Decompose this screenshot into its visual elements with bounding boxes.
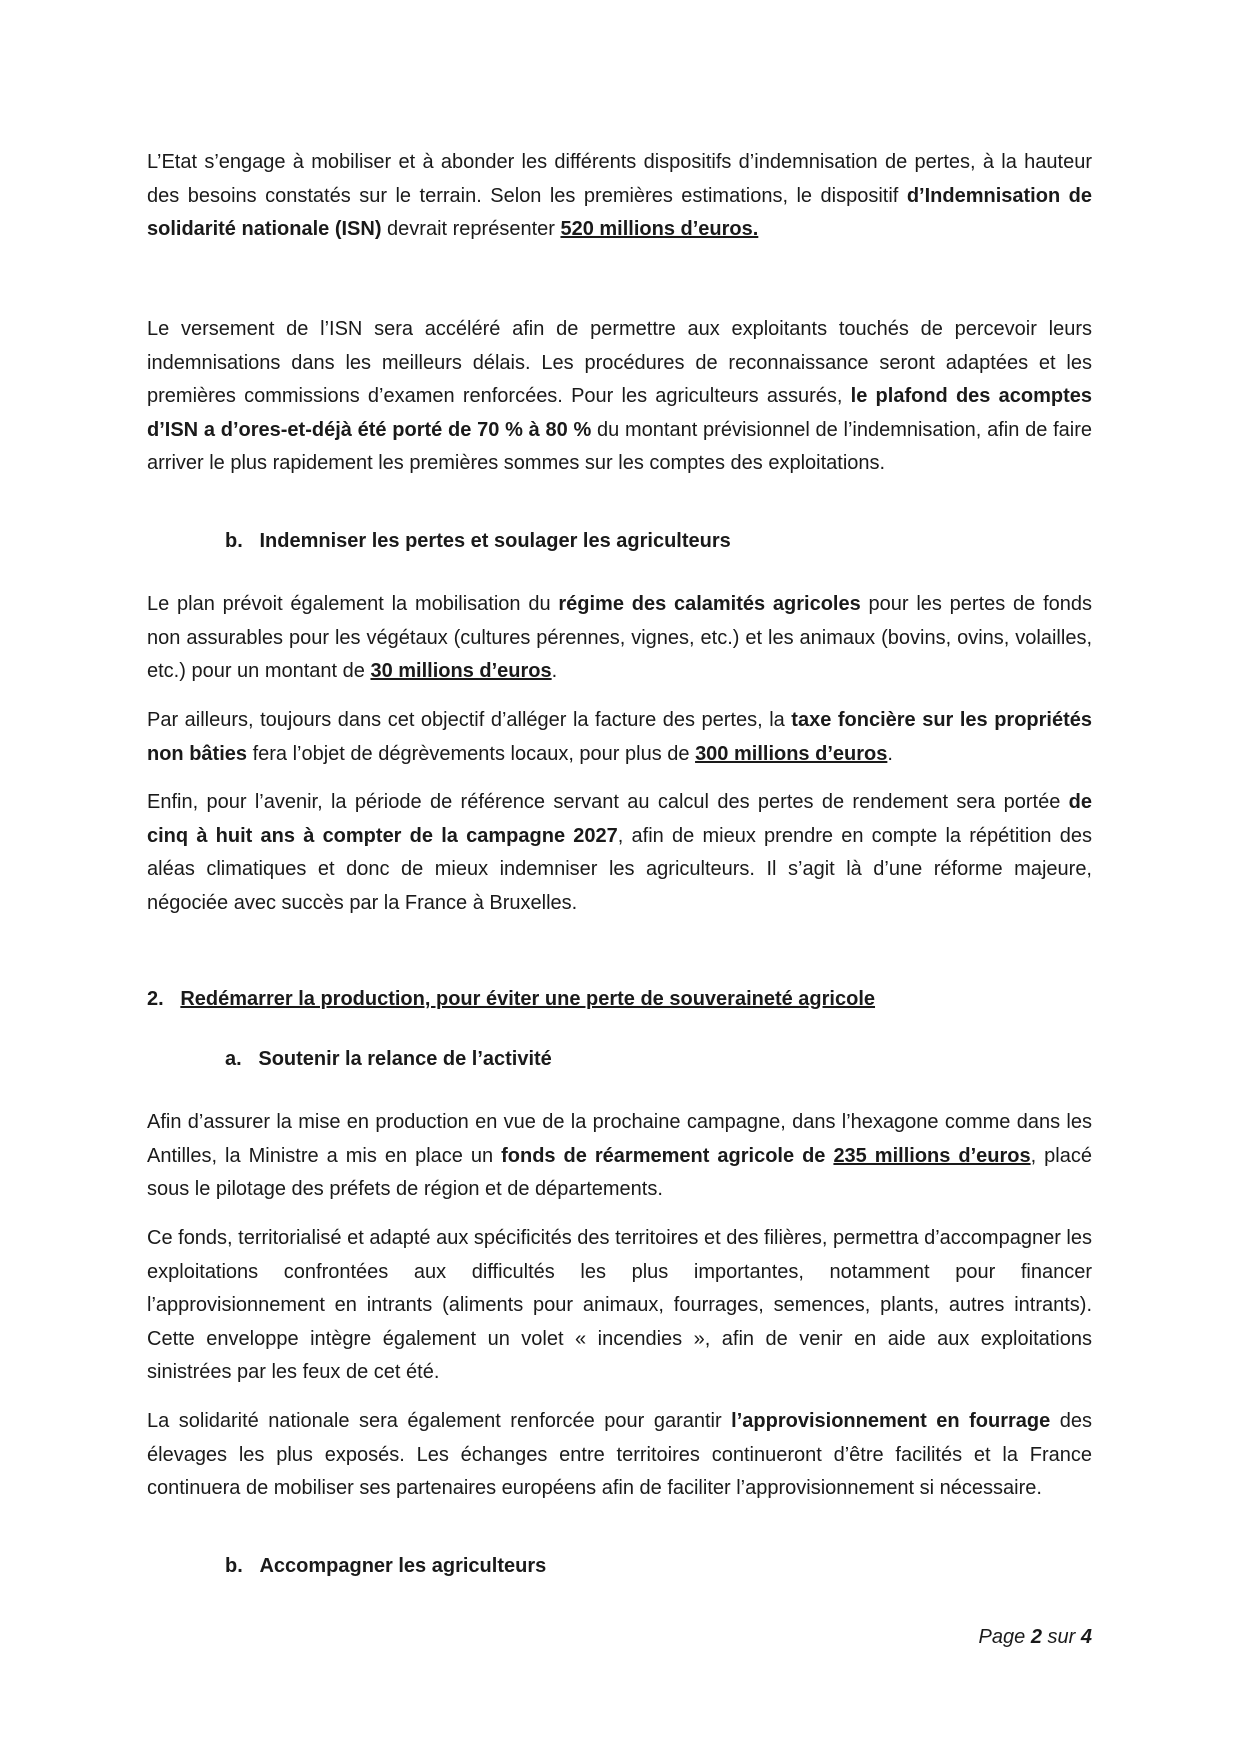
bold-text: le plafond des acomptes d’ISN a d’ores-et-déjà été porté de 70 % à 80 % — [147, 385, 1092, 441]
bold-underlined-amount: 520 millions d’euros. — [560, 218, 759, 240]
bold-underlined-amount: 235 millions d’euros — [833, 1144, 1031, 1167]
paragraph-fourrage — [147, 1405, 1092, 1506]
bold-text: l’approvisionnement en fourrage — [731, 1410, 1051, 1432]
paragraph-text: du montant prévisionnel de l’indemnisation, afin de faire arriver le plus rapidement les premières sommes sur les comptes des exploitations. — [147, 418, 1092, 474]
paragraph-periode-reference — [147, 786, 1092, 920]
paragraph-text: Le versement de l’ISN sera accéléré afin de permettre aux exploitants touchés de percevoir leurs indemnisations dans les meilleurs délais. Les procédures de reconnaissance seront adaptées et les premières commissions d’examen renforcées. Pour les agriculteurs assurés, — [147, 318, 1092, 407]
subheading-number: b. — [225, 530, 243, 552]
bold-underlined-amount: 30 millions d’euros — [370, 660, 552, 682]
bold-text: taxe foncière sur les propriétés non bâties — [147, 709, 1092, 765]
paragraph-text: . — [887, 742, 893, 765]
paragraph-text: , placé sous le pilotage des préfets de région et de départements. — [147, 1144, 1092, 1200]
subheading-b-indemniser — [225, 530, 731, 553]
footer-page-number: 2 — [1030, 1626, 1042, 1648]
paragraph-fonds-rearmement — [147, 1106, 1092, 1207]
paragraph-isn-funding — [147, 146, 1092, 247]
paragraph-text: fera l’objet de dégrèvements locaux, pour plus de — [247, 742, 696, 765]
footer-total-pages: 4 — [1080, 1626, 1092, 1648]
subheading-number: a. — [225, 1048, 242, 1070]
footer-page-word: Page — [978, 1626, 1026, 1648]
paragraph-text: La solidarité nationale sera également renforcée pour garantir — [147, 1410, 732, 1432]
paragraph-isn-payment — [147, 313, 1092, 481]
subheading-a-soutenir — [225, 1048, 552, 1071]
paragraph-calamites — [147, 588, 1092, 689]
bold-text: fonds de réarmement agricole de — [501, 1144, 834, 1167]
paragraph-text: . — [551, 660, 558, 682]
page-footer — [979, 1626, 1092, 1649]
paragraph-text: devrait représenter — [381, 218, 561, 240]
subheading-label: Indemniser les pertes et soulager les agriculteurs — [259, 530, 731, 552]
subheading-label: Soutenir la relance de l’activité — [258, 1048, 552, 1070]
paragraph-text: L’Etat s’engage à mobiliser et à abonder les différents dispositifs d’indemnisation de pertes, à la hauteur des besoins constatés sur le terrain. Selon les premières estimations, le dispositif — [147, 151, 1092, 207]
paragraph-text: Afin d’assurer la mise en production en vue de la prochaine campagne, dans l’hexagone comme dans les Antilles, la Ministre a mis en place un — [147, 1111, 1092, 1167]
bold-underlined-amount: 300 millions d’euros — [695, 742, 888, 765]
bold-text: de cinq à huit ans à compter de la campagne 2027 — [147, 791, 1092, 847]
paragraph-taxe-fonciere — [147, 704, 1092, 771]
paragraph-fonds-territorialise — [147, 1222, 1092, 1390]
paragraph-text: pour les pertes de fonds non assurables pour les végétaux (cultures pérennes, vignes, etc.) et les animaux (bovins, ovins, volailles, etc.) pour un montant de — [147, 593, 1092, 682]
section-number: 2. — [147, 988, 164, 1010]
paragraph-text: Le plan prévoit également la mobilisation du — [147, 593, 559, 615]
bold-text: régime des calamités agricoles — [558, 593, 861, 615]
subheading-number: b. — [225, 1555, 243, 1577]
subheading-b-accompagner — [225, 1555, 546, 1578]
paragraph-text: des élevages les plus exposés. Les échanges entre territoires continueront d’être facilités et la France continuera de mobiliser ses partenaires européens afin de faciliter l’approvisionnement si nécessaire. — [147, 1410, 1093, 1499]
paragraph-text: Enfin, pour l’avenir, la période de référence servant au calcul des pertes de rendement sera portée — [147, 791, 1069, 813]
section-heading-2 — [147, 988, 875, 1011]
bold-text: d’Indemnisation de solidarité nationale (ISN) — [147, 184, 1092, 240]
section-title: Redémarrer la production, pour éviter une perte de souveraineté agricole — [180, 988, 876, 1010]
footer-sur-word: sur — [1047, 1626, 1076, 1648]
paragraph-text: , afin de mieux prendre en compte la répétition des aléas climatiques et donc de mieux indemniser les agriculteurs. Il s’agit là d’une réforme majeure, négociée avec succès par la France à Bruxelles. — [147, 824, 1092, 914]
paragraph-text: Ce fonds, territorialisé et adapté aux spécificités des territoires et des filières, permettra d’accompagner les exploitations confrontées aux difficultés les plus importantes, notamment pour financer l’approvisionnement en intrants (aliments pour animaux, fourrages, semences, plants, autres intrants). Cette enveloppe intègre également un volet « incendies », afin de venir en aide aux exploitations sinistrées par les feux de cet été. — [147, 1227, 1092, 1383]
subheading-label: Accompagner les agriculteurs — [259, 1555, 547, 1577]
paragraph-text: Par ailleurs, toujours dans cet objectif d’alléger la facture des pertes, la — [147, 709, 792, 731]
